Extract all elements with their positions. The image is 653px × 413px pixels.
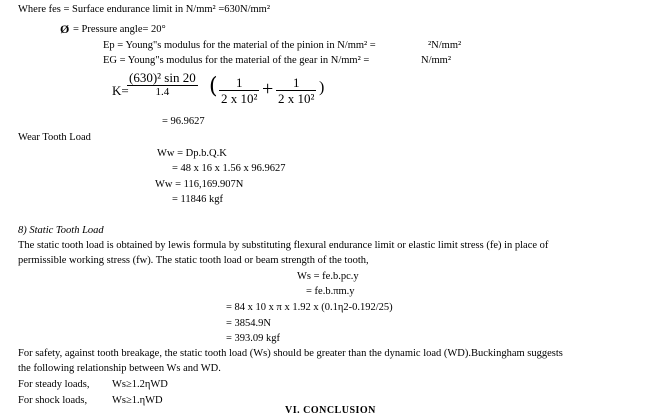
- next-section-heading: VI. CONCLUSION: [285, 406, 376, 413]
- phi-symbol: Ø: [60, 22, 70, 36]
- static-eq-2: = fe.b.πm.y: [306, 286, 355, 297]
- definition-eg: EG = Young"s modulus for the material of the gear in N/mm² =: [103, 55, 370, 66]
- shock-loads-value: Ws≥1.ηWD: [112, 395, 163, 406]
- definition-eg-unit: N/mm²: [421, 55, 451, 66]
- fraction-1: [219, 76, 259, 105]
- open-paren: (: [209, 74, 218, 99]
- definition-ep-unit: ²N/mm²: [428, 40, 462, 51]
- definition-phi: = Pressure angle= 20°: [73, 24, 166, 35]
- next-heading-clip: [0, 406, 653, 413]
- main-denominator: 1.4: [155, 86, 170, 98]
- fraction-2-numerator: 1: [292, 75, 300, 90]
- main-fraction: [127, 71, 198, 98]
- definition-fes: Where fes = Surface endurance limit in N/mm² =630N/mm²: [18, 4, 270, 15]
- static-heading: 8) Static Tooth Load: [18, 225, 104, 236]
- wear-heading: Wear Tooth Load: [18, 132, 91, 143]
- wear-eq-1: Ww = Dp.b.Q.K: [157, 148, 227, 159]
- steady-loads-value: Ws≥1.2ηWD: [112, 379, 168, 390]
- fraction-1-numerator: 1: [235, 75, 243, 90]
- shock-loads-label: For shock loads,: [18, 395, 88, 406]
- fraction-2-denominator: 2 x 10²: [278, 91, 315, 106]
- k-label: K=: [112, 83, 129, 98]
- wear-eq-3: Ww = 116,169.907N: [155, 179, 244, 190]
- static-paragraph-4: the following relationship between Ws and WD.: [18, 363, 221, 374]
- static-eq-4: = 3854.9N: [226, 318, 272, 329]
- definition-ep: Ep = Young"s modulus for the material of the pinion in N/mm² =: [103, 40, 376, 51]
- wear-eq-4: = 11846 kgf: [172, 194, 224, 205]
- static-eq-1: Ws = fe.b.pc.y: [297, 271, 359, 282]
- plus-sign: +: [262, 78, 274, 100]
- fraction-1-denominator: 2 x 10²: [221, 91, 258, 106]
- static-paragraph-3: For safety, against tooth breakage, the static tooth load (Ws) should be greater than the dynamic load (WD).Buckingham suggests: [18, 348, 563, 359]
- k-result: = 96.9627: [162, 116, 205, 127]
- steady-loads-label: For steady loads,: [18, 379, 90, 390]
- main-numerator: (630)² sin 20: [129, 70, 196, 85]
- static-eq-3: = 84 x 10 x π x 1.92 x (0.1η2-0.192/25): [226, 302, 393, 313]
- close-paren: ): [319, 79, 325, 96]
- static-eq-5: = 393.09 kgf: [226, 333, 281, 344]
- static-paragraph-2: permissible working stress (fw). The static tooth load or beam strength of the tooth,: [18, 255, 369, 266]
- static-paragraph-1: The static tooth load is obtained by lewis formula by substituting flexural endurance limit or elastic limit stress (fe) in place of: [18, 240, 549, 251]
- wear-eq-2: = 48 x 16 x 1.56 x 96.9627: [172, 163, 286, 174]
- fraction-2: [276, 76, 316, 105]
